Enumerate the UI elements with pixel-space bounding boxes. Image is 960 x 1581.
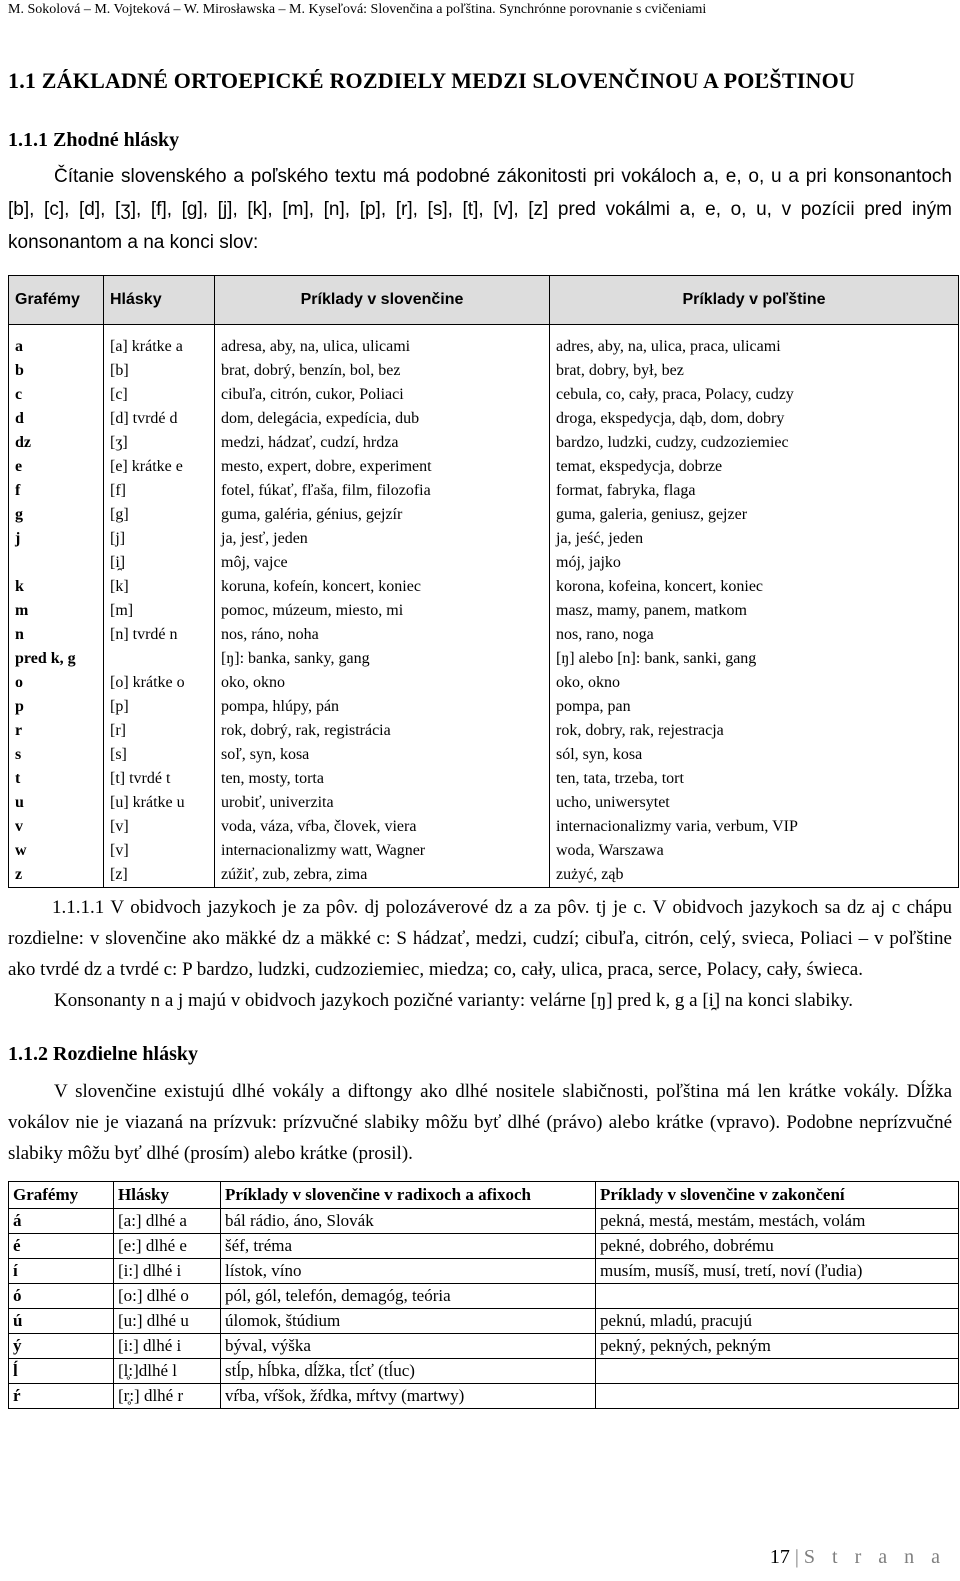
table-row (9, 863, 959, 888)
cell-example-1: dom, delegácia, expedícia, dub (215, 407, 550, 431)
col-header-polish-examples: Príklady v poľštine (550, 276, 959, 325)
cell-example-2: bardzo, ludzki, cudzy, cudzoziemiec (550, 431, 959, 455)
table-row (9, 1284, 959, 1309)
subsection-title-1: 1.1.1 Zhodné hlásky (8, 129, 180, 151)
cell-example-1: lístok, víno (221, 1259, 596, 1284)
cell-example-1: vŕba, vŕšok, žŕdka, mŕtvy (martwy) (221, 1384, 596, 1409)
table-row (9, 671, 959, 695)
cell-example-2: format, fabryka, flaga (550, 479, 959, 503)
table-row (9, 647, 959, 671)
cell-grapheme: s (9, 743, 104, 767)
cell-sound: [m] (104, 599, 215, 623)
cell-sound: [u] krátke u (104, 791, 215, 815)
cell-example-1: býval, výška (221, 1334, 596, 1359)
note-paragraph-2: Konsonanty n a j majú v obidvoch jazykoch pozičné varianty: velárne [ŋ] pred k, g a [i̯] na konci slabiky. (54, 990, 854, 1011)
table-row (9, 623, 959, 647)
cell-example-2 (596, 1384, 959, 1409)
table-row (9, 743, 959, 767)
cell-grapheme: í (9, 1259, 114, 1284)
cell-grapheme: n (9, 623, 104, 647)
cell-example-1: ten, mosty, torta (215, 767, 550, 791)
cell-example-1: koruna, kofeín, koncert, koniec (215, 575, 550, 599)
cell-grapheme: pred k, g (9, 647, 104, 671)
cell-example-1: pompa, hlúpy, pán (215, 695, 550, 719)
cell-example-2: peknú, mladú, pracujú (596, 1309, 959, 1334)
cell-grapheme (9, 551, 104, 575)
cell-grapheme: v (9, 815, 104, 839)
cell-example-1: rok, dobrý, rak, registrácia (215, 719, 550, 743)
cell-example-1: guma, galéria, génius, gejzír (215, 503, 550, 527)
cell-sound: [i̯] (104, 551, 215, 575)
page-label: S t r a n a (803, 1546, 946, 1568)
cell-example-1: adresa, aby, na, ulica, ulicami (215, 325, 550, 360)
cell-example-2: temat, ekspedycja, dobrze (550, 455, 959, 479)
cell-grapheme: ý (9, 1334, 114, 1359)
cell-example-1: urobiť, univerzita (215, 791, 550, 815)
table-row (9, 1334, 959, 1359)
cell-sound: [r] (104, 719, 215, 743)
table-row (9, 325, 959, 360)
cell-grapheme: c (9, 383, 104, 407)
cell-sound: [i:] dlhé i (114, 1334, 221, 1359)
cell-sound: [e] krátke e (104, 455, 215, 479)
cell-example-2: ucho, uniwersytet (550, 791, 959, 815)
cell-grapheme: r (9, 719, 104, 743)
cell-sound: [z] (104, 863, 215, 888)
cell-example-2: internacionalizmy varia, verbum, VIP (550, 815, 959, 839)
cell-sound: [u:] dlhé u (114, 1309, 221, 1334)
cell-example-2: nos, rano, noga (550, 623, 959, 647)
cell-sound: [s] (104, 743, 215, 767)
cell-example-1: zúžiť, zub, zebra, zima (215, 863, 550, 888)
col-header-sounds: Hlásky (114, 1182, 221, 1209)
cell-sound: [g] (104, 503, 215, 527)
note-paragraph-1: 1.1.1.1 V obidvoch jazykoch je za pôv. dj polozáverové dz a za pôv. tj je c. V obidvoch jazykoch sa dz aj c chápu rozdielne: v slovenčine ako mäkké dz a mäkké c: S hádzať, medzi, cudzí; cibuľa, citrón, celý, svieca, Poliaci – v poľštine ako tvrdé dz a tvrdé c: P bardzo, ludzki, cudzoziemiec, miedza; co, cały, ulica, praca, serce, Polacy, cały, świeca. (8, 897, 952, 980)
table-row (9, 431, 959, 455)
table-row (9, 479, 959, 503)
consonant-vowel-table (8, 275, 959, 888)
cell-grapheme: a (9, 325, 104, 360)
subsection-title-2: 1.1.2 Rozdielne hlásky (8, 1043, 199, 1065)
cell-example-2: ja, jeść, jeden (550, 527, 959, 551)
cell-example-2: oko, okno (550, 671, 959, 695)
section-title: 1.1 ZÁKLADNÉ ORTOEPICKÉ ROZDIELY MEDZI SLOVENČINOU A POĽŠTINOU (8, 68, 855, 93)
cell-sound: [r̥:] dlhé r (114, 1384, 221, 1409)
cell-grapheme: p (9, 695, 104, 719)
cell-grapheme: d (9, 407, 104, 431)
cell-grapheme: z (9, 863, 104, 888)
page-footer: 17 | S t r a n a (769, 1546, 946, 1568)
cell-grapheme: m (9, 599, 104, 623)
cell-example-1: internacionalizmy watt, Wagner (215, 839, 550, 863)
cell-sound: [v] (104, 839, 215, 863)
table-header-row (9, 276, 959, 325)
page-number: 17 (769, 1546, 790, 1568)
table-row (9, 455, 959, 479)
cell-grapheme: t (9, 767, 104, 791)
cell-example-1: cibuľa, citrón, cukor, Poliaci (215, 383, 550, 407)
cell-grapheme: j (9, 527, 104, 551)
cell-example-1: medzi, hádzať, cudzí, hrdza (215, 431, 550, 455)
cell-example-1: pomoc, múzeum, miesto, mi (215, 599, 550, 623)
table-row (9, 791, 959, 815)
table-body (9, 325, 959, 888)
table-row (9, 839, 959, 863)
cell-sound: [a:] dlhé a (114, 1209, 221, 1234)
table-row (9, 575, 959, 599)
cell-example-2: korona, kofeina, koncert, koniec (550, 575, 959, 599)
cell-grapheme: u (9, 791, 104, 815)
col-header-graphemes: Grafémy (9, 1182, 114, 1209)
cell-example-2: pekný, pekných, pekným (596, 1334, 959, 1359)
cell-sound: [a] krátke a (104, 325, 215, 360)
cell-sound: [t] tvrdé t (104, 767, 215, 791)
table-row (9, 407, 959, 431)
cell-grapheme: w (9, 839, 104, 863)
cell-example-2: musím, musíš, musí, tretí, noví (ľudia) (596, 1259, 959, 1284)
cell-example-2: zużyć, ząb (550, 863, 959, 888)
cell-sound: [n] tvrdé n (104, 623, 215, 647)
col-header-graphemes: Grafémy (9, 276, 104, 325)
cell-grapheme: é (9, 1234, 114, 1259)
cell-grapheme: f (9, 479, 104, 503)
cell-example-2: adres, aby, na, ulica, praca, ulicami (550, 325, 959, 360)
table-row (9, 1384, 959, 1409)
table-body (9, 1209, 959, 1409)
cell-grapheme: g (9, 503, 104, 527)
cell-grapheme: o (9, 671, 104, 695)
table-row (9, 695, 959, 719)
cell-example-1: môj, vajce (215, 551, 550, 575)
cell-sound: [o] krátke o (104, 671, 215, 695)
table-row (9, 1259, 959, 1284)
table-row (9, 1209, 959, 1234)
cell-grapheme: ú (9, 1309, 114, 1334)
cell-example-2 (596, 1359, 959, 1384)
cell-example-2: guma, galeria, geniusz, gejzer (550, 503, 959, 527)
cell-sound (104, 647, 215, 671)
cell-sound: [v] (104, 815, 215, 839)
col-header-ending-examples: Príklady v slovenčine v zakončení (596, 1182, 959, 1209)
cell-sound: [f] (104, 479, 215, 503)
cell-example-2: mój, jajko (550, 551, 959, 575)
cell-example-1: bál rádio, áno, Slovák (221, 1209, 596, 1234)
cell-grapheme: ŕ (9, 1384, 114, 1409)
cell-example-2: brat, dobry, był, bez (550, 359, 959, 383)
cell-grapheme: b (9, 359, 104, 383)
cell-grapheme: k (9, 575, 104, 599)
cell-example-1: úlomok, štúdium (221, 1309, 596, 1334)
cell-example-1: šéf, tréma (221, 1234, 596, 1259)
table-row (9, 383, 959, 407)
cell-example-2: sól, syn, kosa (550, 743, 959, 767)
cell-example-2: [ŋ] alebo [n]: bank, sanki, gang (550, 647, 959, 671)
table-row (9, 1234, 959, 1259)
cell-example-1: voda, váza, vŕba, človek, viera (215, 815, 550, 839)
col-header-radix-examples: Príklady v slovenčine v radixoch a afixoch (221, 1182, 596, 1209)
table-row (9, 551, 959, 575)
table-row (9, 359, 959, 383)
cell-example-1: mesto, expert, dobre, experiment (215, 455, 550, 479)
cell-example-2: cebula, co, cały, praca, Polacy, cudzy (550, 383, 959, 407)
cell-sound: [k] (104, 575, 215, 599)
cell-sound: [d] tvrdé d (104, 407, 215, 431)
cell-example-2: rok, dobry, rak, rejestracja (550, 719, 959, 743)
cell-sound: [e:] dlhé e (114, 1234, 221, 1259)
cell-sound: [j] (104, 527, 215, 551)
cell-example-2: ten, tata, trzeba, tort (550, 767, 959, 791)
cell-sound: [o:] dlhé o (114, 1284, 221, 1309)
cell-example-2: pekné, dobrého, dobrému (596, 1234, 959, 1259)
cell-sound: [p] (104, 695, 215, 719)
long-vowels-paragraph: V slovenčine existujú dlhé vokály a diftongy ako dlhé nositele slabičnosti, poľština má len krátke vokály. Dĺžka vokálov nie je viazaná na prízvuk: prízvučné slabiky môžu byť dlhé (právo) alebo krátke (vpravo). Podobne neprízvučné slabiky môžu byť dlhé (prosím) alebo krátke (prosil). (8, 1081, 952, 1164)
cell-example-1: [ŋ]: banka, sanky, gang (215, 647, 550, 671)
cell-sound: [i:] dlhé i (114, 1259, 221, 1284)
table-row (9, 599, 959, 623)
long-vowels-table (8, 1181, 959, 1409)
cell-grapheme: ó (9, 1284, 114, 1309)
cell-sound: [l̥:]dlhé l (114, 1359, 221, 1384)
cell-sound: [c] (104, 383, 215, 407)
cell-example-2: woda, Warszawa (550, 839, 959, 863)
document-page (8, 0, 952, 1409)
table-row (9, 527, 959, 551)
col-header-sounds: Hlásky (104, 276, 215, 325)
cell-example-1: soľ, syn, kosa (215, 743, 550, 767)
cell-example-1: fotel, fúkať, fľaša, film, filozofia (215, 479, 550, 503)
cell-example-2 (596, 1284, 959, 1309)
cell-example-2: droga, ekspedycja, dąb, dom, dobry (550, 407, 959, 431)
cell-example-2: pekná, mestá, mestám, mestách, volám (596, 1209, 959, 1234)
cell-example-1: stĺp, hĺbka, dĺžka, tĺcť (tĺuc) (221, 1359, 596, 1384)
table-row (9, 815, 959, 839)
cell-example-2: masz, mamy, panem, matkom (550, 599, 959, 623)
table-row (9, 1359, 959, 1384)
table-row (9, 719, 959, 743)
table-header-row (9, 1182, 959, 1209)
cell-grapheme: e (9, 455, 104, 479)
cell-grapheme: á (9, 1209, 114, 1234)
table-row (9, 767, 959, 791)
col-header-slovak-examples: Príklady v slovenčine (215, 276, 550, 325)
cell-example-1: ja, jesť, jeden (215, 527, 550, 551)
cell-grapheme: dz (9, 431, 104, 455)
cell-example-1: oko, okno (215, 671, 550, 695)
table-row (9, 1309, 959, 1334)
table-row (9, 503, 959, 527)
cell-sound: [b] (104, 359, 215, 383)
cell-example-1: nos, ráno, noha (215, 623, 550, 647)
cell-example-1: pól, gól, telefón, demagóg, teória (221, 1284, 596, 1309)
cell-sound: [ʒ] (104, 431, 215, 455)
cell-grapheme: ĺ (9, 1359, 114, 1384)
cell-example-2: pompa, pan (550, 695, 959, 719)
cell-example-1: brat, dobrý, benzín, bol, bez (215, 359, 550, 383)
running-header: M. Sokolová – M. Vojteková – W. Mirosławska – M. Kyseľová: Slovenčina a poľština. Synchrónne porovnanie s cvičeniami (8, 2, 707, 17)
intro-paragraph: Čítanie slovenského a poľského textu má podobné zákonitosti pri vokáloch a, e, o, u a pri konsonantoch [b], [c], [d], [ʒ], [f], [g], [j], [k], [m], [n], [p], [r], [s], [t], [v], [z] pred vokálmi a, e, o, u, v pozícii pred iným konsonantom a na konci slov: (8, 166, 952, 253)
